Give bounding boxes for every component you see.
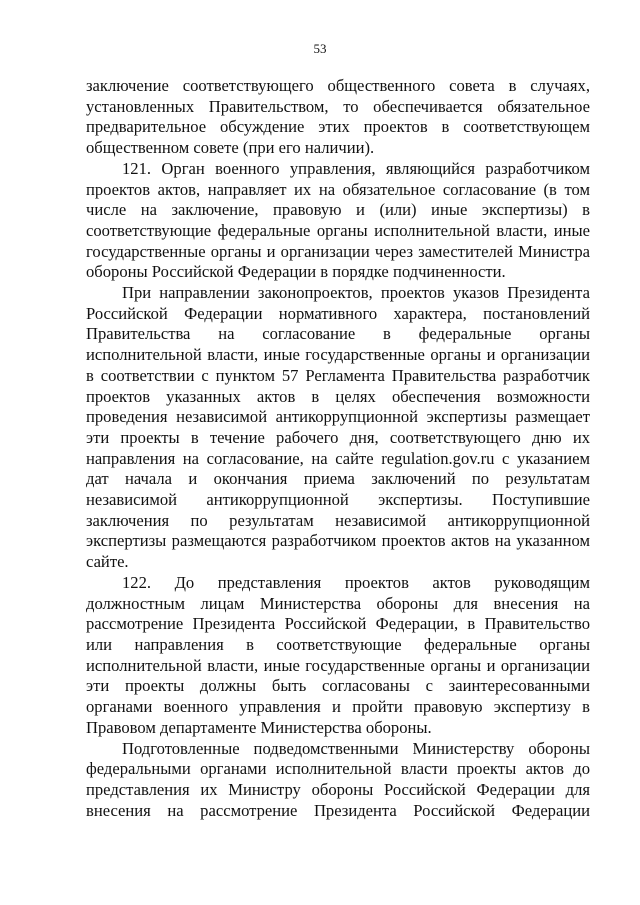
document-body	[86, 76, 590, 821]
paragraph-item-122: 122. До представления проектов актов руководящим должностным лицам Министерства обороны для внесения на рассмотрение Президента Российской Федерации, в Правительство или направления в соответствующие федеральные органы исполнительной власти, иные государственные органы и организации эти проекты должны быть согласованы с заинтересованными органами военного управления и пройти правовую экспертизу в Правовом департаменте Министерства обороны.	[86, 572, 590, 737]
paragraph-subordinate-bodies: Подготовленные подведомственными Министерству обороны федеральными органами исполнительной власти проекты актов до представления их Министру обороны Российской Федерации для внесения на рассмотрение Президента Российской Федерации	[86, 738, 590, 820]
page-number: 53	[313, 41, 327, 56]
paragraph-anticorruption-expertise: При направлении законопроектов, проектов указов Президента Российской Федерации нормативного характера, постановлений Правительства на согласование в федеральные органы исполнительной власти, иные государственные органы и организации в соответствии с пунктом 57 Регламента Правительства разработчик проектов указанных актов в целях обеспечения возможности проведения независимой антикоррупционной экспертизы размещает эти проекты в течение рабочего дня, соответствующего дню их направления на согласование, на сайте regulation.gov.ru с указанием дат начала и окончания приема заключений по результатам независимой антикоррупционной экспертизы. Поступившие заключения по результатам независимой антикоррупционной экспертизы размещаются разработчиком проектов актов на указанном сайте.	[86, 283, 590, 572]
paragraph-continuation: заключение соответствующего общественного совета в случаях, установленных Правительством, то обеспечивается обязательное предварительное обсуждение этих проектов в соответствующем общественном совете (при его наличии).	[86, 76, 590, 158]
paragraph-item-121: 121. Орган военного управления, являющийся разработчиком проектов актов, направляет их на обязательное согласование (в том числе на заключение, правовую и (или) иные экспертизы) в соответствующие федеральные органы исполнительной власти, иные государственные органы и организации через заместителей Министра обороны Российской Федерации в порядке подчиненности.	[86, 158, 590, 282]
